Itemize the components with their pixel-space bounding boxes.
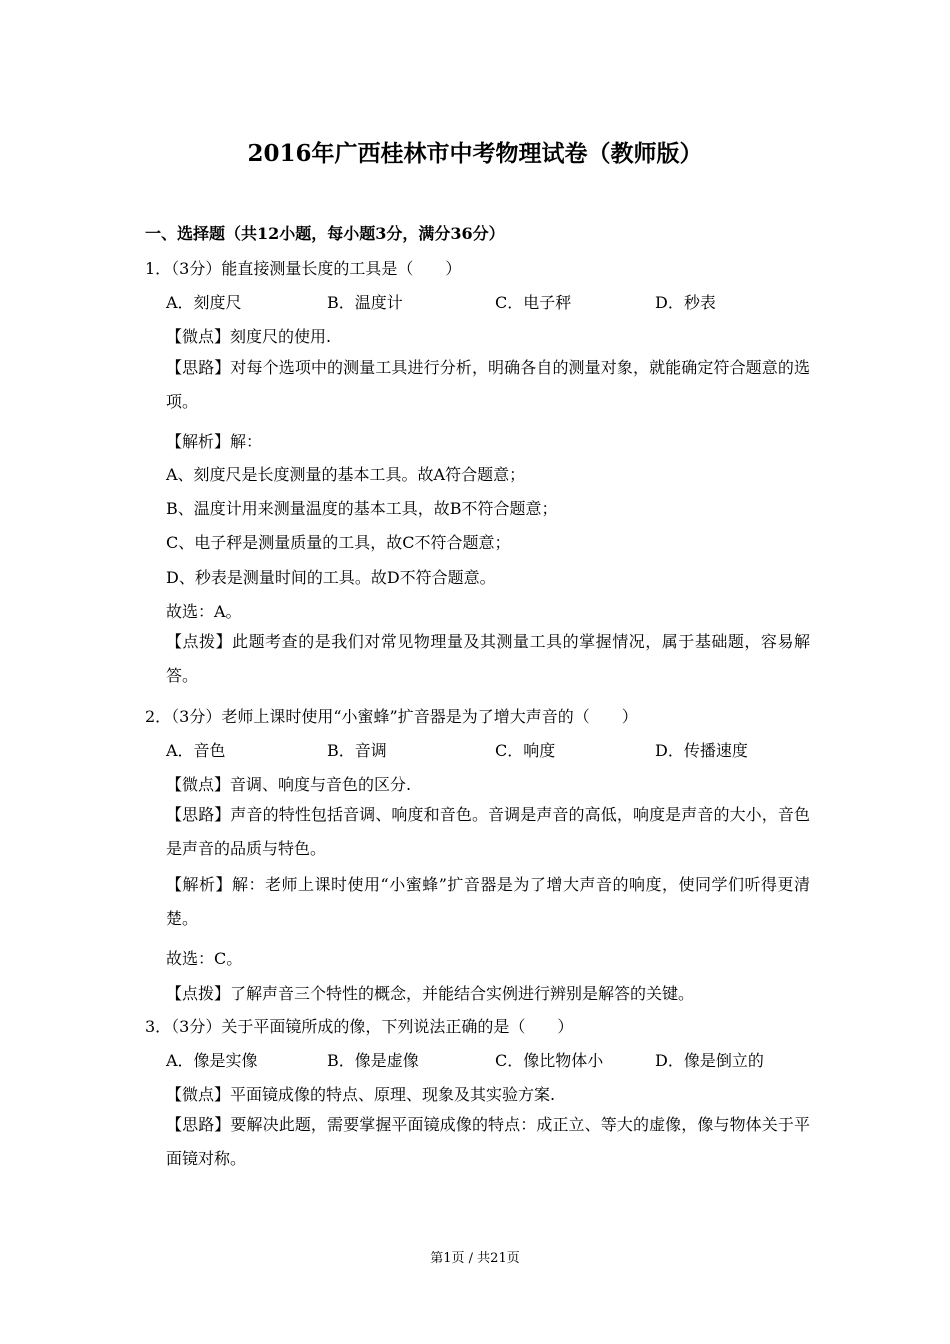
q3-option-b: B．像是虚像: [327, 1051, 419, 1070]
question-2-stem: 2．（3分）老师上课时使用“小蜜蜂”扩音器是为了增大声音的（ ）: [145, 707, 638, 726]
q2-jiexi: 【解析】解：老师上课时使用“小蜜蜂”扩音器是为了增大声音的响度，使同学们听得更清楚。: [166, 875, 810, 928]
q3-silu: 【思路】要解决此题，需要掌握平面镜成像的特点：成正立、等大的虚像，像与物体关于平面镜对称。: [166, 1115, 810, 1168]
q2-option-c: C．响度: [495, 741, 556, 760]
q1-dianbo: 【点拨】此题考查的是我们对常见物理量及其测量工具的掌握情况，属于基础题，容易解答。: [166, 632, 810, 685]
q1-analysis-d: D、秒表是测量时间的工具。故D不符合题意。: [166, 568, 496, 587]
q2-silu: 【思路】声音的特性包括音调、响度和音色。音调是声音的高低，响度是声音的大小，音色是声音的品质与特色。: [166, 805, 810, 858]
q3-option-c: C．像比物体小: [495, 1051, 604, 1070]
q2-option-d: D．传播速度: [655, 741, 748, 760]
q1-jiexi: 【解析】解：: [166, 432, 263, 451]
question-3-stem: 3．（3分）关于平面镜所成的像，下列说法正确的是（ ）: [145, 1017, 574, 1036]
q1-analysis-b: B、温度计用来测量温度的基本工具，故B不符合题意；: [166, 499, 558, 518]
q1-option-a: A．刻度尺: [166, 293, 242, 312]
page-footer: 第1页 / 共21页: [430, 1251, 520, 1266]
q3-option-a: A．像是实像: [166, 1051, 258, 1070]
q1-analysis-c: C、电子秤是测量质量的工具，故C不符合题意；: [166, 533, 511, 552]
q3-weidian: 【微点】平面镜成像的特点、原理、现象及其实验方案.: [166, 1085, 556, 1104]
q2-option-b: B．音调: [327, 741, 387, 760]
q2-dianbo: 【点拨】了解声音三个特性的概念，并能结合实例进行辨别是解答的关键。: [166, 984, 695, 1003]
q1-option-c: C．电子秤: [495, 293, 572, 312]
q2-answer: 故选：C。: [166, 949, 243, 968]
q2-option-a: A．音色: [166, 741, 226, 760]
q1-silu: 【思路】对每个选项中的测量工具进行分析，明确各自的测量对象，就能确定符合题意的选项。: [166, 358, 810, 411]
document-title: 2016年广西桂林市中考物理试卷（教师版）: [247, 140, 703, 167]
q1-answer: 故选：A。: [166, 602, 242, 621]
q2-weidian: 【微点】音调、响度与音色的区分.: [166, 775, 412, 794]
q1-weidian: 【微点】刻度尺的使用.: [166, 327, 332, 346]
question-1-stem: 1．（3分）能直接测量长度的工具是（ ）: [145, 259, 462, 278]
q3-option-d: D．像是倒立的: [655, 1051, 764, 1070]
q1-option-d: D．秒表: [655, 293, 716, 312]
q1-option-b: B．温度计: [327, 293, 403, 312]
q1-analysis-a: A、刻度尺是长度测量的基本工具。故A符合题意；: [166, 465, 526, 484]
section-heading: 一、选择题（共12小题，每小题3分，满分36分）: [145, 224, 505, 243]
